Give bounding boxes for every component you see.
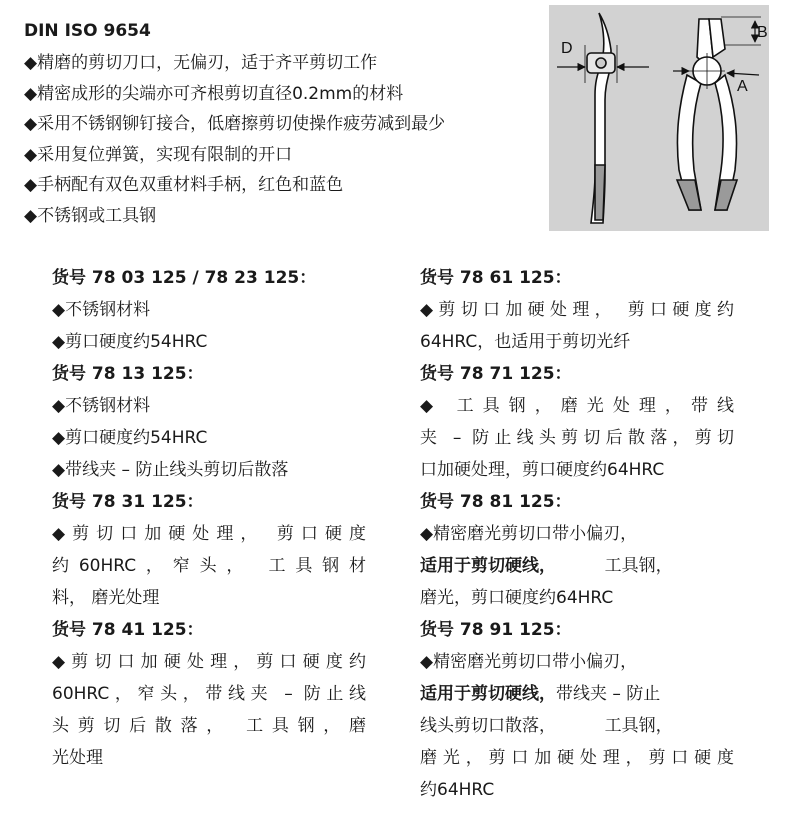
item-78-31 [52, 486, 366, 614]
item-line: 线头剪切口散落， 工具钢， [420, 716, 673, 736]
item-78-13 [52, 358, 366, 486]
item-line: 光处理 [52, 748, 103, 768]
item-line: ◆不锈钢材料 [52, 300, 151, 320]
item-heading: 货号 78 71 125： [420, 364, 572, 384]
item-line: ◆带线夹 – 防止线头剪切后散落 [52, 460, 289, 480]
item-line: ◆剪口硬度约54HRC [52, 428, 208, 448]
cutter-diagram [549, 5, 769, 231]
label-b: B [757, 24, 768, 41]
feature-line: ◆不锈钢或工具钢 [24, 205, 157, 226]
item-line: 64HRC，也适用于剪切光纤 [420, 332, 631, 352]
item-78-81 [420, 486, 734, 614]
item-78-03 [52, 262, 366, 358]
item-line: ◆剪切口加硬处理， 剪口硬度 [52, 524, 366, 544]
item-heading: 货号 78 03 125 / 78 23 125： [52, 268, 317, 288]
item-heading: 货号 78 91 125： [420, 620, 572, 640]
item-line: ◆ 工具钢，磨光处理，带线 [420, 396, 734, 416]
item-line: 夹 – 防止线头剪切后散落，剪切 [420, 428, 734, 448]
feature-line: ◆手柄配有双色双重材料手柄，红色和蓝色 [24, 175, 344, 195]
left-column [52, 262, 366, 774]
right-column [420, 262, 734, 806]
item-78-61 [420, 262, 734, 358]
item-line: ◆剪切口加硬处理， 剪口硬度约 [420, 300, 734, 320]
item-line: 磨光，剪口硬度约64HRC [420, 588, 614, 608]
feature-line: ◆精磨的剪切刀口，无偏刃，适于齐平剪切工作 [24, 53, 378, 73]
item-78-41 [52, 614, 366, 774]
bold-lead: 适用于剪切硬线， [420, 556, 556, 576]
feature-line: ◆精密成形的尖端亦可齐根剪切直径0.2mm的材料 [24, 83, 404, 104]
label-a: A [737, 78, 748, 95]
feature-line: ◆采用不锈钢铆钉接合，低磨擦剪切使操作疲劳减到最少 [24, 114, 446, 134]
standard-title: DIN ISO 9654 [24, 21, 151, 41]
item-line: 料， 磨光处理 [52, 588, 160, 608]
item-line [420, 550, 734, 582]
cutter-drawing [549, 5, 769, 231]
item-heading: 货号 78 81 125： [420, 492, 572, 512]
item-line: 约64HRC [420, 780, 495, 800]
bold-lead: 适用于剪切硬线， [420, 684, 556, 704]
item-heading: 货号 78 31 125： [52, 492, 204, 512]
intro-block [24, 18, 544, 231]
item-heading: 货号 78 61 125： [420, 268, 572, 288]
item-line: ◆不锈钢材料 [52, 396, 151, 416]
item-line: 磨光，剪口加硬处理，剪口硬度 [420, 748, 734, 768]
item-heading: 货号 78 41 125： [52, 620, 204, 640]
item-heading: 货号 78 13 125： [52, 364, 204, 384]
item-line-tail: 带线夹 – 防止 [556, 684, 661, 704]
item-line: 60HRC，窄头，带线夹 – 防止线 [52, 684, 366, 704]
item-line [420, 678, 734, 710]
item-line: ◆剪切口加硬处理，剪口硬度约 [52, 652, 366, 672]
item-line: ◆精密磨光剪切口带小偏刃， [420, 524, 638, 544]
side-view [587, 13, 615, 223]
front-view [677, 19, 737, 210]
item-78-91 [420, 614, 734, 806]
feature-line: ◆采用复位弹簧，实现有限制的开口 [24, 144, 293, 165]
item-78-71 [420, 358, 734, 486]
label-d: D [561, 40, 573, 57]
item-line: ◆剪口硬度约54HRC [52, 332, 208, 352]
item-line: ◆精密磨光剪切口带小偏刃， [420, 652, 638, 672]
item-line-tail: 工具钢， [556, 556, 673, 576]
item-line: 约60HRC，窄头， 工具钢材 [52, 556, 366, 576]
item-line: 口加硬处理，剪口硬度约64HRC [420, 460, 665, 480]
item-line: 头剪切后散落， 工具钢，磨 [52, 716, 366, 736]
